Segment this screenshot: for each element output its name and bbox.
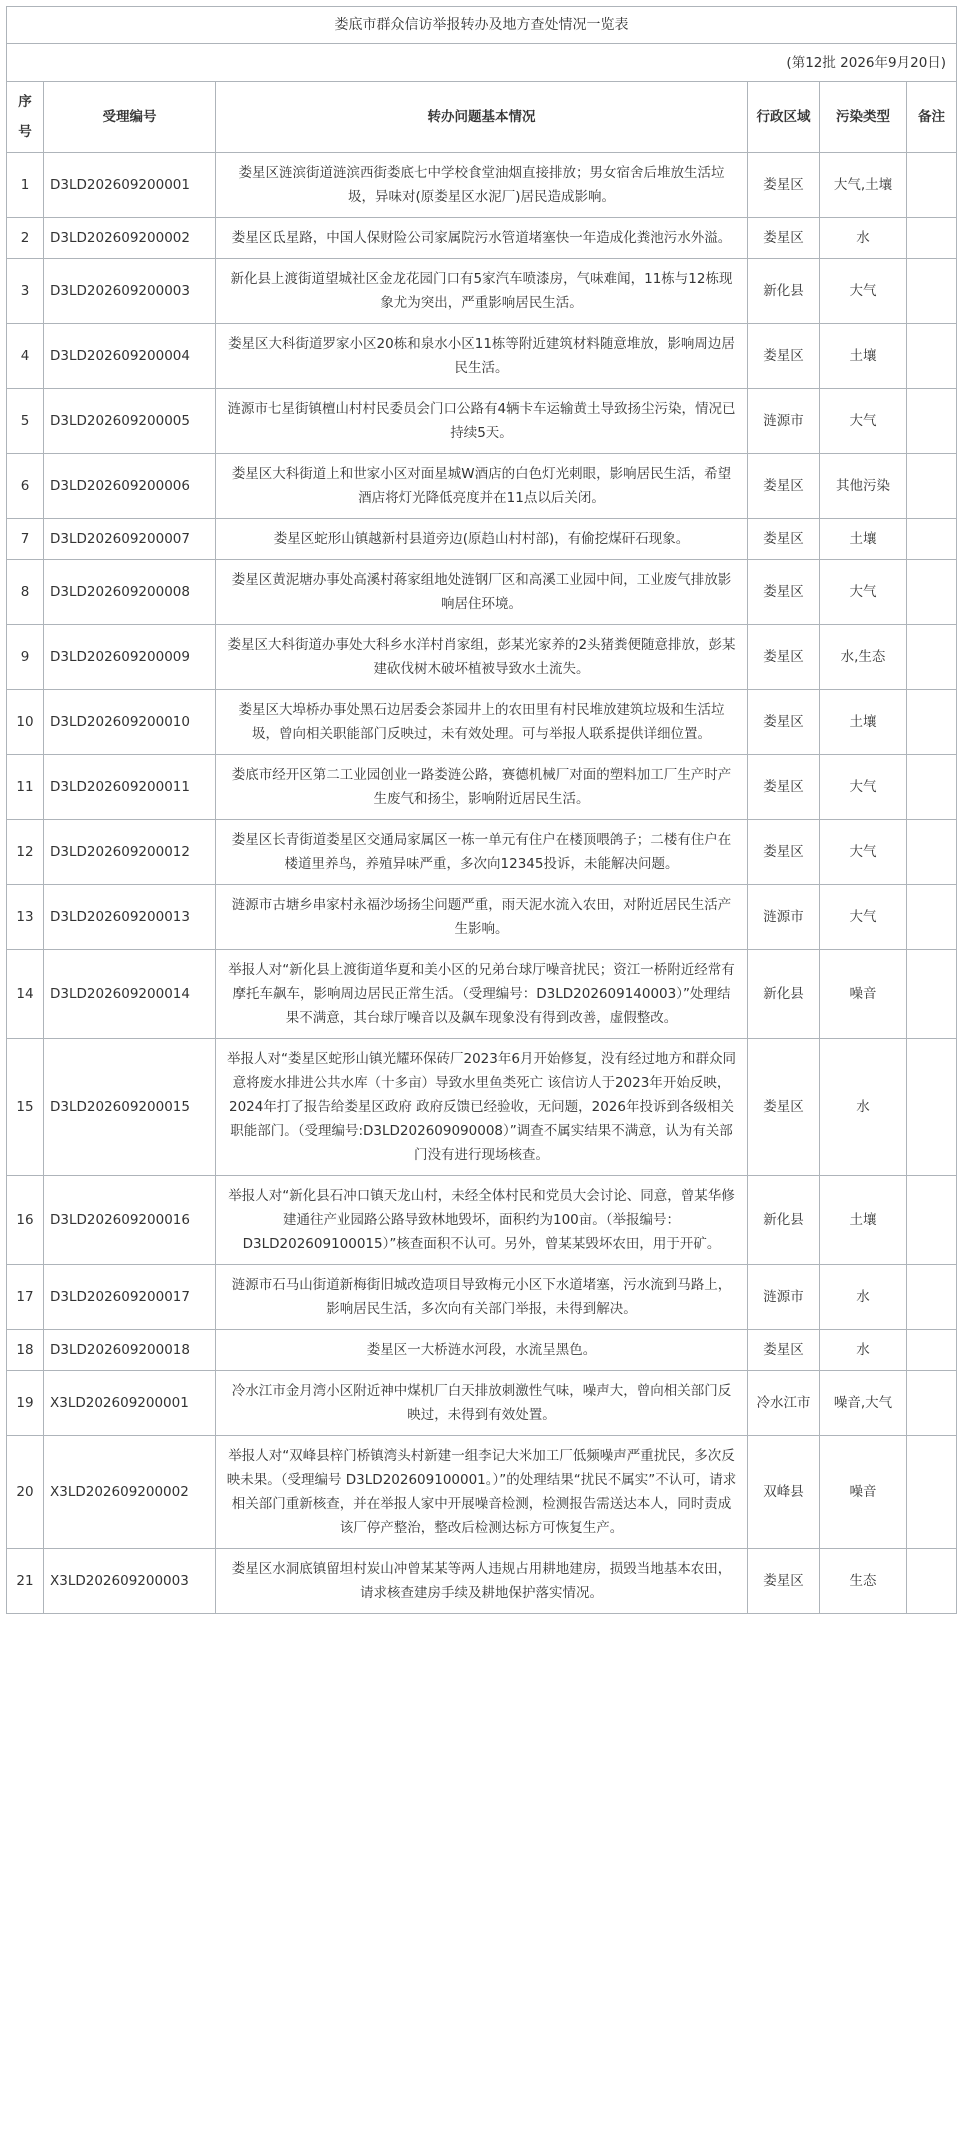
- cell-pollution: 噪音: [820, 950, 907, 1039]
- table-row: [7, 1549, 957, 1614]
- table-row: [7, 259, 957, 324]
- cell-region: 娄星区: [748, 560, 820, 625]
- cell-region: 娄星区: [748, 755, 820, 820]
- cell-code: D3LD202609200012: [44, 820, 216, 885]
- cell-code: D3LD202609200008: [44, 560, 216, 625]
- cell-code: X3LD202609200003: [44, 1549, 216, 1614]
- cell-pollution: 水: [820, 1265, 907, 1330]
- cell-region: 娄星区: [748, 519, 820, 560]
- cell-seq: 7: [7, 519, 44, 560]
- cell-desc: 涟源市七星街镇檀山村村民委员会门口公路有4辆卡车运输黄土导致扬尘污染，情况已持续5天。: [216, 389, 748, 454]
- cell-pollution: 土壤: [820, 1176, 907, 1265]
- cell-seq: 5: [7, 389, 44, 454]
- cell-remark: [907, 519, 957, 560]
- table-row: [7, 389, 957, 454]
- title-row: [7, 7, 957, 44]
- cell-pollution: 大气: [820, 259, 907, 324]
- table-row: [7, 324, 957, 389]
- cell-desc: 娄星区涟滨街道涟滨西街娄底七中学校食堂油烟直接排放；男女宿舍后堆放生活垃圾，异味对(原娄星区水泥厂)居民造成影响。: [216, 153, 748, 218]
- table-row: [7, 950, 957, 1039]
- cell-remark: [907, 625, 957, 690]
- cell-remark: [907, 755, 957, 820]
- cell-desc: 涟源市石马山街道新梅街旧城改造项目导致梅元小区下水道堵塞，污水流到马路上，影响居民生活，多次向有关部门举报，未得到解决。: [216, 1265, 748, 1330]
- cell-code: D3LD202609200006: [44, 454, 216, 519]
- cell-desc: 娄底市经开区第二工业园创业一路娄涟公路，赛德机械厂对面的塑料加工厂生产时产生废气和扬尘，影响附近居民生活。: [216, 755, 748, 820]
- cell-remark: [907, 820, 957, 885]
- cell-seq: 18: [7, 1330, 44, 1371]
- table-row: [7, 1371, 957, 1436]
- petition-table: [6, 6, 957, 1614]
- cell-code: D3LD202609200005: [44, 389, 216, 454]
- cell-seq: 13: [7, 885, 44, 950]
- table-row: [7, 1330, 957, 1371]
- header-remark: 备注: [907, 82, 957, 153]
- cell-region: 娄星区: [748, 218, 820, 259]
- cell-region: 涟源市: [748, 389, 820, 454]
- cell-pollution: 水: [820, 218, 907, 259]
- cell-code: D3LD202609200016: [44, 1176, 216, 1265]
- cell-code: D3LD202609200004: [44, 324, 216, 389]
- cell-pollution: 水: [820, 1039, 907, 1176]
- cell-seq: 10: [7, 690, 44, 755]
- cell-region: 新化县: [748, 259, 820, 324]
- cell-seq: 1: [7, 153, 44, 218]
- table-row: [7, 153, 957, 218]
- cell-remark: [907, 153, 957, 218]
- cell-region: 冷水江市: [748, 1371, 820, 1436]
- cell-region: 娄星区: [748, 1330, 820, 1371]
- cell-desc: 娄星区水洞底镇留坦村炭山冲曾某某等两人违规占用耕地建房，损毁当地基本农田，请求核查建房手续及耕地保护落实情况。: [216, 1549, 748, 1614]
- cell-pollution: 大气: [820, 389, 907, 454]
- cell-remark: [907, 1265, 957, 1330]
- cell-seq: 9: [7, 625, 44, 690]
- cell-desc: 娄星区大科街道上和世家小区对面星城W酒店的白色灯光刺眼，影响居民生活，希望酒店将灯光降低亮度并在11点以后关闭。: [216, 454, 748, 519]
- cell-desc: 娄星区一大桥涟水河段，水流呈黑色。: [216, 1330, 748, 1371]
- cell-seq: 6: [7, 454, 44, 519]
- cell-region: 娄星区: [748, 153, 820, 218]
- cell-remark: [907, 1371, 957, 1436]
- cell-region: 双峰县: [748, 1436, 820, 1549]
- cell-region: 娄星区: [748, 1549, 820, 1614]
- cell-desc: 举报人对“双峰县梓门桥镇湾头村新建一组李记大米加工厂低频噪声严重扰民，多次反映未果。（受理编号 D3LD202609100001。）”的处理结果“扰民不属实”不认可，请求相关部门重新核查，并在举报人家中开展噪音检测，检测报告需送达本人，同时责成该厂停产整治，整改后检测达标方可恢复生产。: [216, 1436, 748, 1549]
- cell-region: 娄星区: [748, 454, 820, 519]
- cell-pollution: 生态: [820, 1549, 907, 1614]
- cell-desc: 娄星区大埠桥办事处黑石边居委会茶园井上的农田里有村民堆放建筑垃圾和生活垃圾，曾向相关职能部门反映过，未有效处理。可与举报人联系提供详细位置。: [216, 690, 748, 755]
- cell-desc: 举报人对“新化县石冲口镇天龙山村，未经全体村民和党员大会讨论、同意，曾某华修建通往产业园路公路导致林地毁坏，面积约为100亩。（举报编号：D3LD202609100015）”核查面积不认可。另外，曾某某毁坏农田，用于开矿。: [216, 1176, 748, 1265]
- cell-pollution: 水: [820, 1330, 907, 1371]
- table-row: [7, 1039, 957, 1176]
- cell-desc: 娄星区蛇形山镇越新村县道旁边(原趋山村村部)，有偷挖煤矸石现象。: [216, 519, 748, 560]
- cell-desc: 娄星区长青街道娄星区交通局家属区一栋一单元有住户在楼顶喂鸽子；二楼有住户在楼道里养鸟，养殖异味严重，多次向12345投诉，未能解决问题。: [216, 820, 748, 885]
- cell-code: D3LD202609200014: [44, 950, 216, 1039]
- cell-code: D3LD202609200003: [44, 259, 216, 324]
- table-row: [7, 560, 957, 625]
- cell-pollution: 大气: [820, 560, 907, 625]
- cell-code: D3LD202609200013: [44, 885, 216, 950]
- table-row: [7, 1265, 957, 1330]
- header-pollution: 污染类型: [820, 82, 907, 153]
- cell-remark: [907, 885, 957, 950]
- cell-seq: 14: [7, 950, 44, 1039]
- cell-desc: 娄星区大科街道办事处大科乡水洋村肖家组，彭某光家养的2头猪粪便随意排放，彭某建砍伐树木破坏植被导致水土流失。: [216, 625, 748, 690]
- table-row: [7, 885, 957, 950]
- cell-seq: 11: [7, 755, 44, 820]
- cell-region: 涟源市: [748, 1265, 820, 1330]
- cell-seq: 15: [7, 1039, 44, 1176]
- cell-pollution: 噪音: [820, 1436, 907, 1549]
- cell-code: D3LD202609200011: [44, 755, 216, 820]
- cell-region: 娄星区: [748, 820, 820, 885]
- cell-code: D3LD202609200002: [44, 218, 216, 259]
- cell-seq: 2: [7, 218, 44, 259]
- table-row: [7, 820, 957, 885]
- cell-remark: [907, 454, 957, 519]
- cell-pollution: 大气: [820, 755, 907, 820]
- cell-pollution: 大气: [820, 885, 907, 950]
- cell-remark: [907, 690, 957, 755]
- table-title: 娄底市群众信访举报转办及地方查处情况一览表: [7, 7, 957, 44]
- cell-code: D3LD202609200018: [44, 1330, 216, 1371]
- cell-seq: 8: [7, 560, 44, 625]
- table-row: [7, 454, 957, 519]
- table-row: [7, 1436, 957, 1549]
- cell-code: D3LD202609200010: [44, 690, 216, 755]
- cell-remark: [907, 950, 957, 1039]
- cell-remark: [907, 1436, 957, 1549]
- cell-seq: 3: [7, 259, 44, 324]
- table-row: [7, 755, 957, 820]
- cell-pollution: 土壤: [820, 519, 907, 560]
- cell-code: D3LD202609200001: [44, 153, 216, 218]
- cell-seq: 19: [7, 1371, 44, 1436]
- cell-desc: 涟源市古塘乡串家村永福沙场扬尘问题严重，雨天泥水流入农田，对附近居民生活产生影响。: [216, 885, 748, 950]
- header-region: 行政区域: [748, 82, 820, 153]
- table-row: [7, 519, 957, 560]
- cell-remark: [907, 389, 957, 454]
- cell-pollution: 大气: [820, 820, 907, 885]
- cell-desc: 娄星区大科街道罗家小区20栋和泉水小区11栋等附近建筑材料随意堆放，影响周边居民生活。: [216, 324, 748, 389]
- cell-code: D3LD202609200009: [44, 625, 216, 690]
- cell-desc: 新化县上渡街道望城社区金龙花园门口有5家汽车喷漆房，气味难闻，11栋与12栋现象尤为突出，严重影响居民生活。: [216, 259, 748, 324]
- cell-region: 涟源市: [748, 885, 820, 950]
- cell-desc: 娄星区黄泥塘办事处高溪村蒋家组地处涟钢厂区和高溪工业园中间，工业废气排放影响居住环境。: [216, 560, 748, 625]
- cell-pollution: 土壤: [820, 690, 907, 755]
- header-row: [7, 82, 957, 153]
- cell-region: 新化县: [748, 1176, 820, 1265]
- cell-code: D3LD202609200015: [44, 1039, 216, 1176]
- table-row: [7, 218, 957, 259]
- cell-region: 娄星区: [748, 690, 820, 755]
- table-wrapper: [6, 6, 956, 1614]
- batch-info: (第12批 2026年9月20日): [7, 44, 957, 82]
- cell-region: 娄星区: [748, 324, 820, 389]
- cell-remark: [907, 259, 957, 324]
- cell-pollution: 噪音,大气: [820, 1371, 907, 1436]
- cell-pollution: 土壤: [820, 324, 907, 389]
- cell-remark: [907, 1176, 957, 1265]
- cell-code: X3LD202609200002: [44, 1436, 216, 1549]
- cell-code: D3LD202609200007: [44, 519, 216, 560]
- cell-pollution: 其他污染: [820, 454, 907, 519]
- cell-remark: [907, 560, 957, 625]
- cell-desc: 举报人对“新化县上渡街道华夏和美小区的兄弟台球厅噪音扰民；资江一桥附近经常有摩托车飙车，影响周边居民正常生活。（受理编号：D3LD202609140003）”处理结果不满意，其台球厅噪音以及飙车现象没有得到改善，虚假整改。: [216, 950, 748, 1039]
- cell-seq: 4: [7, 324, 44, 389]
- cell-code: X3LD202609200001: [44, 1371, 216, 1436]
- cell-remark: [907, 324, 957, 389]
- table-row: [7, 690, 957, 755]
- cell-seq: 17: [7, 1265, 44, 1330]
- cell-pollution: 大气,土壤: [820, 153, 907, 218]
- header-seq: 序号: [7, 82, 44, 153]
- cell-desc: 冷水江市金月湾小区附近神中煤机厂白天排放刺激性气味，噪声大，曾向相关部门反映过，未得到有效处置。: [216, 1371, 748, 1436]
- cell-desc: 娄星区氐星路，中国人保财险公司家属院污水管道堵塞快一年造成化粪池污水外溢。: [216, 218, 748, 259]
- header-code: 受理编号: [44, 82, 216, 153]
- cell-region: 娄星区: [748, 1039, 820, 1176]
- header-desc: 转办问题基本情况: [216, 82, 748, 153]
- cell-seq: 20: [7, 1436, 44, 1549]
- cell-pollution: 水,生态: [820, 625, 907, 690]
- cell-region: 新化县: [748, 950, 820, 1039]
- table-row: [7, 1176, 957, 1265]
- batch-row: [7, 44, 957, 82]
- cell-code: D3LD202609200017: [44, 1265, 216, 1330]
- cell-seq: 12: [7, 820, 44, 885]
- cell-remark: [907, 1330, 957, 1371]
- cell-seq: 16: [7, 1176, 44, 1265]
- cell-remark: [907, 1039, 957, 1176]
- cell-region: 娄星区: [748, 625, 820, 690]
- cell-seq: 21: [7, 1549, 44, 1614]
- table-row: [7, 625, 957, 690]
- cell-desc: 举报人对“娄星区蛇形山镇光耀环保砖厂2023年6月开始修复，没有经过地方和群众同意将废水排进公共水库（十多亩）导致水里鱼类死亡 该信访人于2023年开始反映，2024年打了报告给娄星区政府 政府反馈已经验收，无问题，2026年投诉到各级相关职能部门。（受理编号:D3LD202609090008）”调查不属实结果不满意，认为有关部门没有进行现场核查。: [216, 1039, 748, 1176]
- cell-remark: [907, 1549, 957, 1614]
- table-body: [7, 153, 957, 1614]
- cell-remark: [907, 218, 957, 259]
